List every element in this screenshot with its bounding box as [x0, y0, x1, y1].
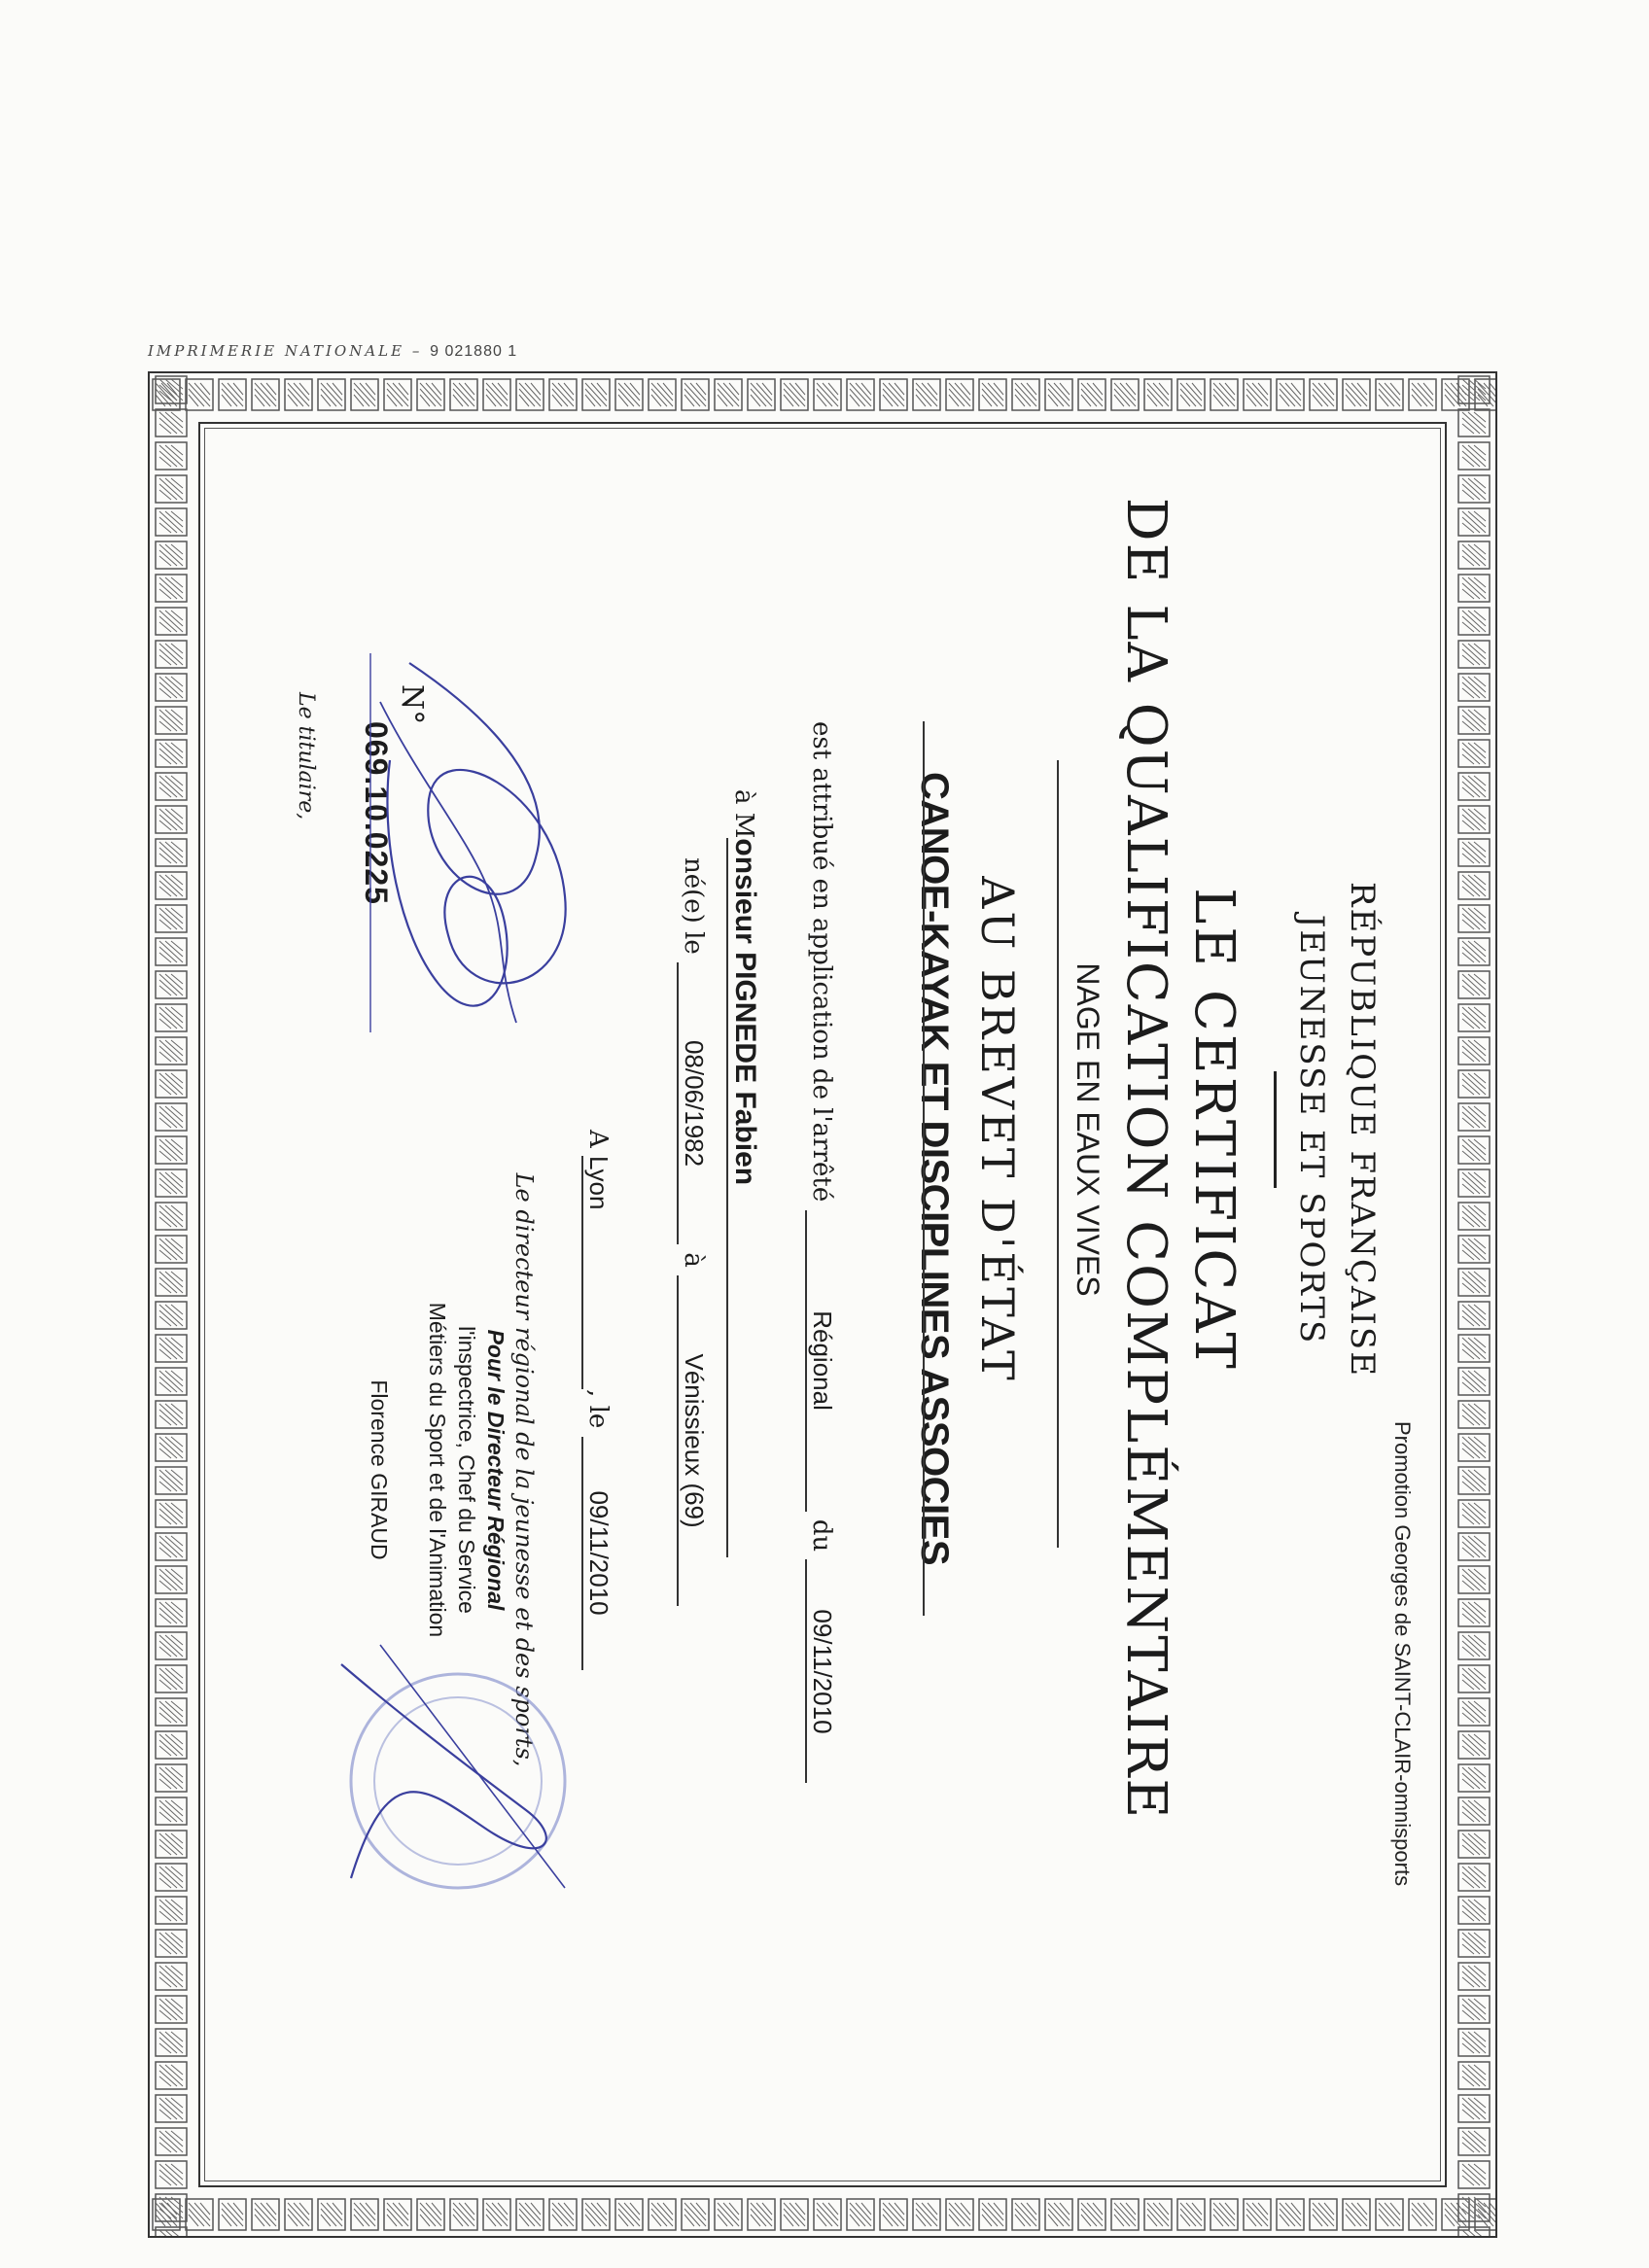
border-pattern-bottom	[150, 2193, 1495, 2236]
issued-date-label: , le	[583, 1389, 613, 1429]
arrete-row	[805, 721, 837, 1783]
birth-place: Vénissieux (69)	[680, 1353, 709, 1528]
issued-place-label: A	[583, 1130, 613, 1148]
ministry-heading: JEUNESSE ET SPORTS	[1292, 914, 1331, 1345]
promotion-text: Promotion Georges de SAINT-CLAIR-omnisports	[1390, 1421, 1415, 1887]
discipline-underline	[923, 721, 925, 1616]
qualification-title: DE LA QUALIFICATION COMPLÉMENTAIRE	[1114, 497, 1177, 1821]
holder-prefix: à M	[729, 789, 758, 839]
certificate-number: 069.10.0225	[359, 721, 394, 905]
printer-number: 9 021880 1	[430, 343, 518, 360]
issued-row	[581, 1130, 614, 1670]
director-label: Le directeur régional de la jeunesse et des sports,	[510, 1172, 538, 1767]
certificate-content	[205, 430, 1440, 2180]
holder-signature-label: Le titulaire,	[294, 692, 318, 820]
birth-date: 08/06/1982	[680, 1039, 709, 1168]
birth-place-label: à	[679, 1252, 708, 1268]
arrete-date: 09/11/2010	[808, 1609, 837, 1734]
issued-place: Lyon	[584, 1156, 614, 1210]
director-for: Pour le Directeur Régional	[483, 1329, 509, 1611]
printer-imprint	[148, 342, 517, 361]
arrete-du-label: du	[807, 1518, 836, 1553]
border-pattern-top	[150, 373, 1495, 416]
director-role-1: l'inspectrice, Chef du Service	[454, 1326, 479, 1614]
arrete-type: Régional	[808, 1310, 837, 1411]
holder-name: onsieur PIGNEDE Fabien	[729, 838, 761, 1186]
director-name: Florence GIRAUD	[367, 1379, 392, 1560]
official-stamp	[312, 1635, 604, 1907]
border-pattern-right	[1453, 373, 1495, 2236]
holder-row	[726, 789, 761, 1557]
brevet-title: AU BREVET D'ÉTAT	[971, 876, 1024, 1383]
arrete-label: est attribué en application de l'arrêté	[807, 721, 836, 1203]
issued-date: 09/11/2010	[584, 1490, 614, 1616]
holder-signature	[341, 644, 614, 1052]
director-role-2: Métiers du Sport et de l'Animation	[425, 1302, 450, 1638]
certificate-title: LE CERTIFICAT	[1182, 888, 1246, 1372]
border-pattern-left	[150, 373, 193, 2236]
birth-row	[677, 857, 709, 1606]
specialty-underline	[1057, 760, 1059, 1548]
born-label: né(e) le	[679, 857, 708, 955]
numero-label: N°	[395, 684, 429, 725]
heading-divider	[1274, 1071, 1277, 1188]
discipline-text: CANOE-KAYAK ET DISCIPLINES ASSOCIES	[913, 772, 956, 1565]
printer-name: IMPRIMERIE NATIONALE –	[148, 342, 423, 360]
specialty-text: NAGE EN EAUX VIVES	[1070, 962, 1105, 1297]
republique-heading: RÉPUBLIQUE FRANÇAISE	[1343, 881, 1382, 1378]
